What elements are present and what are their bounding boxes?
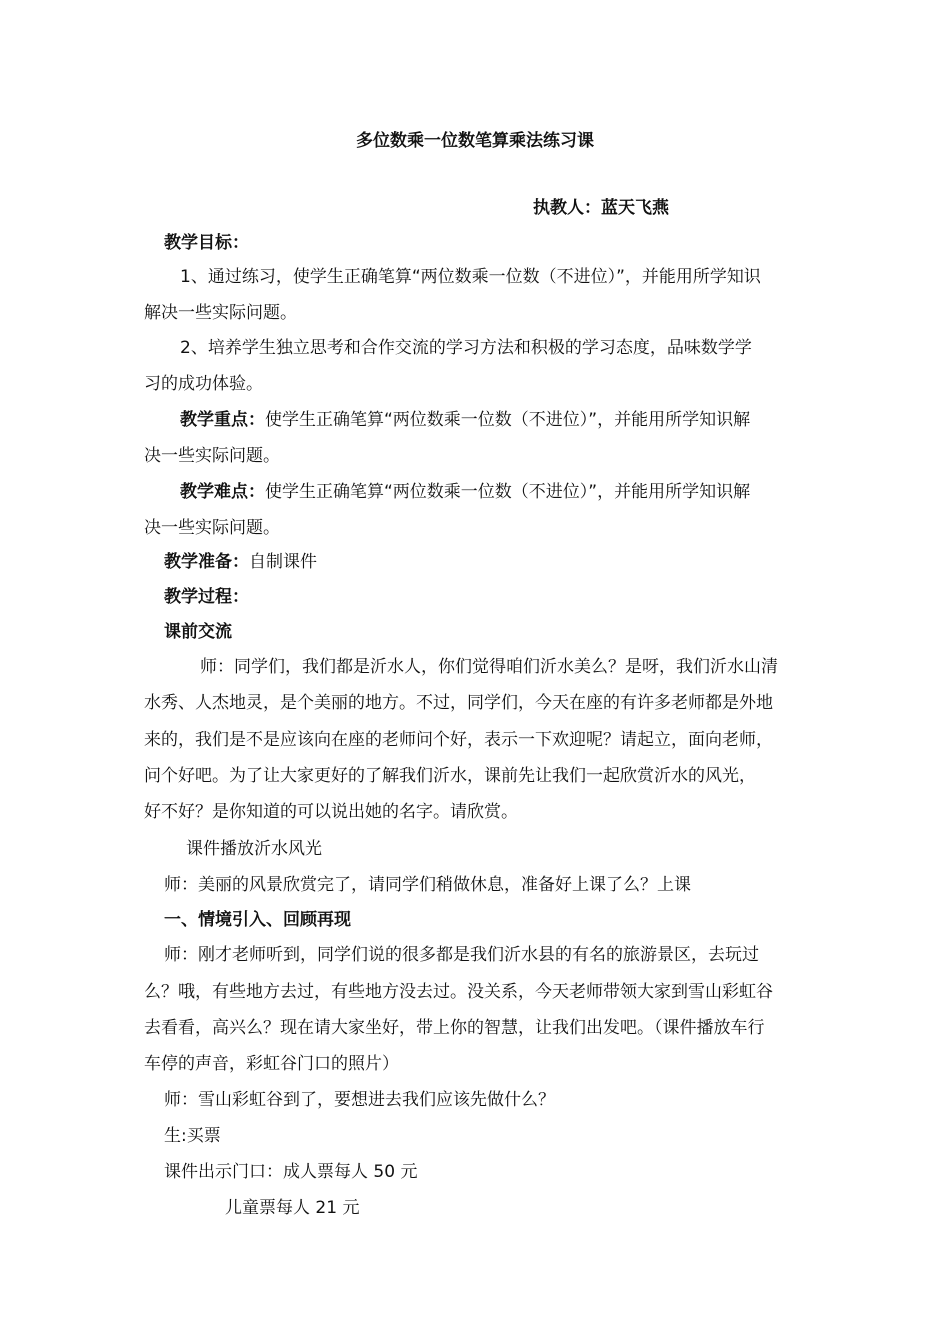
section-1-para-line-4: 车停的声音，彩虹谷门口的照片） (144, 1054, 399, 1074)
goals-heading: 教学目标： (164, 233, 249, 253)
difficulty-line-2: 决一些实际问题。 (144, 518, 280, 538)
preparation-line (164, 551, 317, 573)
preparation-value: 自制课件 (249, 552, 317, 572)
pre-class-para-line-3: 来的，我们是不是应该向在座的老师问个好，表示一下欢迎呢？请起立，面向老师， (144, 730, 773, 750)
pre-class-para-line-5: 好不好？是你知道的可以说出她的名字。请欣赏。 (144, 802, 518, 822)
difficulty-line-1 (180, 481, 750, 503)
goal-2-line-1: 2、培养学生独立思考和合作交流的学习方法和积极的学习态度，品味数学学 (180, 338, 752, 358)
pre-class-para-line-4: 问个好吧。为了让大家更好的了解我们沂水，课前先让我们一起欣赏沂水的风光， (144, 766, 756, 786)
teacher-question: 师：雪山彩虹谷到了，要想进去我们应该先做什么？ (164, 1090, 555, 1110)
section-1-para-line-1: 师：刚才老师听到，同学们说的很多都是我们沂水县的有名的旅游景区，去玩过 (164, 945, 759, 965)
key-point-line-2: 决一些实际问题。 (144, 446, 280, 466)
preparation-label: 教学准备： (164, 552, 249, 572)
child-ticket-price: 儿童票每人 21 元 (225, 1198, 360, 1218)
courseware-scenery: 课件播放沂水风光 (186, 839, 322, 859)
pre-class-para-line-1: 师：同学们，我们都是沂水人，你们觉得咱们沂水美么？是呀，我们沂水山清 (200, 657, 778, 677)
goal-1-line-1: 1、通过练习，使学生正确笔算“两位数乘一位数（不进位）”，并能用所学知识 (180, 267, 761, 287)
key-point-label: 教学重点： (180, 410, 265, 430)
section-1-heading: 一、情境引入、回顾再现 (164, 910, 351, 930)
student-answer: 生:买票 (164, 1126, 221, 1146)
key-point-text: 使学生正确笔算“两位数乘一位数（不进位）”，并能用所学知识解 (265, 410, 751, 430)
goal-2-line-2: 习的成功体验。 (144, 374, 263, 394)
teacher-name: 执教人：蓝天飞燕 (533, 198, 669, 218)
section-1-para-line-3: 去看看，高兴么？现在请大家坐好，带上你的智慧，让我们出发吧。（课件播放车行 (144, 1018, 765, 1038)
document-title: 多位数乘一位数笔算乘法练习课 (356, 131, 594, 151)
teacher-begin-class: 师：美丽的风景欣赏完了，请同学们稍做休息，准备好上课了么？上课 (164, 875, 691, 895)
difficulty-text: 使学生正确笔算“两位数乘一位数（不进位）”，并能用所学知识解 (265, 482, 751, 502)
section-1-para-line-2: 么？哦，有些地方去过，有些地方没去过。没关系，今天老师带领大家到雪山彩虹谷 (144, 982, 773, 1002)
difficulty-label: 教学难点： (180, 482, 265, 502)
pre-class-para-line-2: 水秀、人杰地灵，是个美丽的地方。不过，同学们，今天在座的有许多老师都是外地 (144, 693, 773, 713)
adult-ticket-price: 课件出示门口：成人票每人 50 元 (164, 1162, 418, 1182)
goal-1-line-2: 解决一些实际问题。 (144, 303, 297, 323)
key-point-line-1 (180, 409, 750, 431)
pre-class-heading: 课前交流 (164, 622, 232, 642)
process-heading: 教学过程： (164, 587, 249, 607)
